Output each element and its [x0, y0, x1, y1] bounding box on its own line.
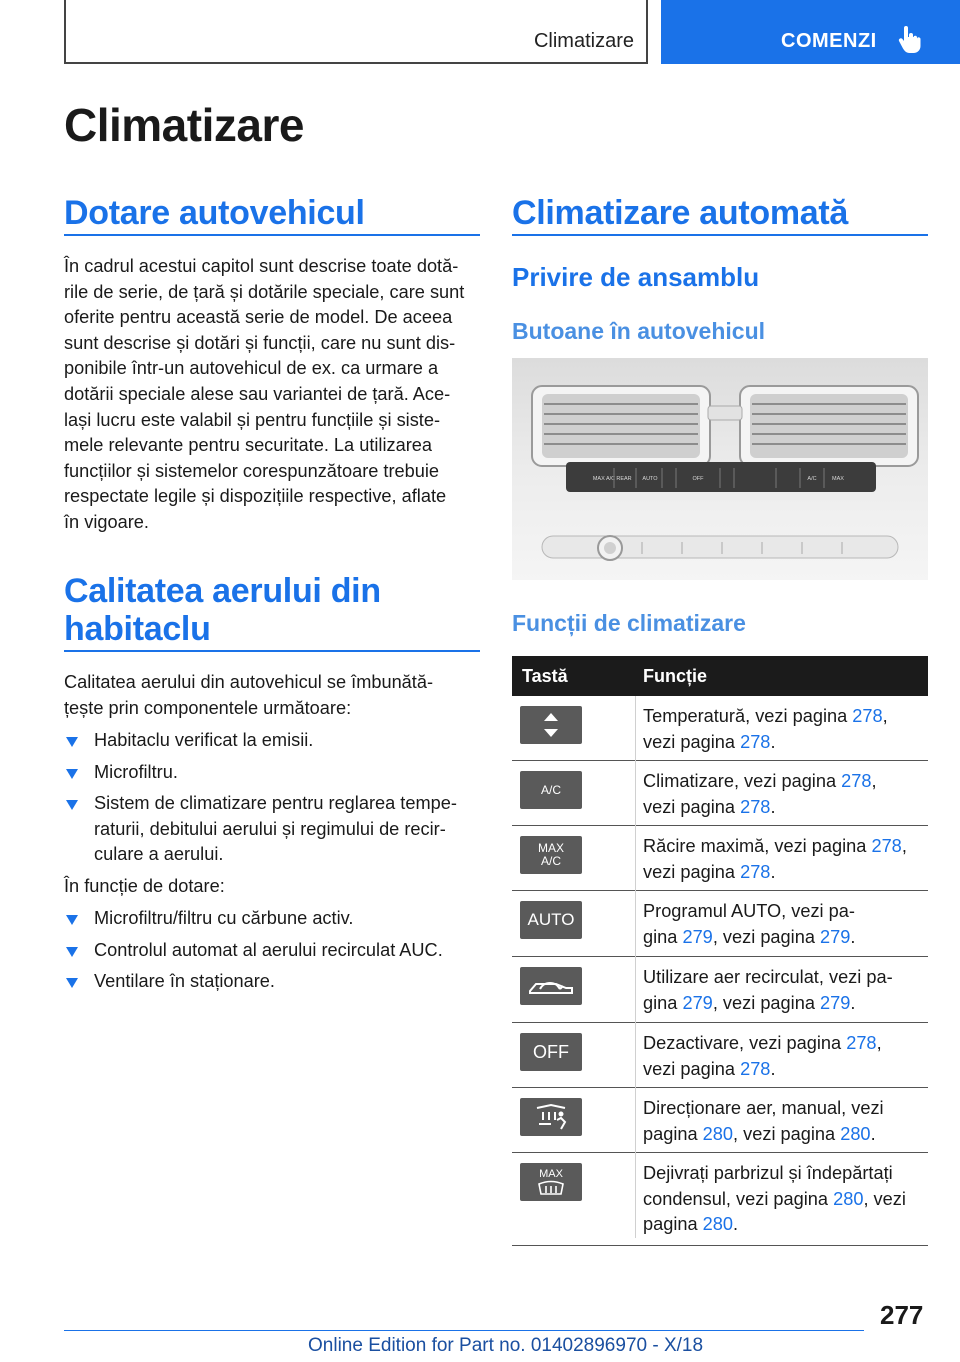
function-description: Programul AUTO, vezi pa- gina 279, vezi pagina 279.	[643, 901, 856, 947]
air-quality-intro: Calitatea aerului din autovehicul se îmbunătă- țește prin componentele următoare:	[64, 672, 434, 718]
page-link[interactable]: 278	[841, 771, 872, 791]
page-number: 277	[880, 1300, 924, 1330]
page-link[interactable]: 278	[740, 1058, 771, 1079]
table-row	[512, 957, 928, 1023]
list-item: Sistem de climatizare pentru reglarea tempe- raturii, debitului aerului și regimului de recir- culare a aerului.	[64, 791, 480, 868]
ac-icon: A/C	[520, 771, 582, 809]
bullet-triangle-icon	[66, 947, 78, 957]
off-icon: OFF	[520, 1033, 582, 1071]
table-column-divider	[635, 696, 636, 1238]
bullet-triangle-icon	[66, 737, 78, 747]
page-link[interactable]: 279	[682, 926, 713, 947]
svg-text:MAX A/C: MAX A/C	[592, 476, 616, 482]
air-quality-list	[64, 728, 480, 874]
temperature-arrows-icon	[520, 706, 582, 744]
svg-text:AUTO: AUTO	[642, 476, 658, 482]
table-row	[512, 1088, 928, 1153]
header-section-title: Climatizare	[533, 30, 634, 52]
option-intro: În funcție de dotare:	[64, 876, 225, 896]
col-header-function: Funcție	[643, 666, 708, 686]
functions-table	[512, 656, 928, 1246]
climate-panel-photo	[512, 358, 928, 580]
svg-text:REAR: REAR	[616, 476, 632, 482]
heading-privire-de-ansamblu: Privire de ansamblu	[512, 262, 760, 292]
page-link[interactable]: 278	[871, 836, 902, 856]
air-distribution-icon	[520, 1098, 582, 1136]
list-item: Microfiltru.	[64, 760, 480, 786]
table-row	[512, 1023, 928, 1088]
header-section	[64, 0, 648, 64]
option-list	[64, 906, 480, 1001]
page-link[interactable]: 278	[740, 796, 771, 817]
list-item: Controlul automat al aerului recirculat AUC.	[64, 938, 480, 964]
bullet-triangle-icon	[66, 978, 78, 988]
function-description: Climatizare, vezi pagina 278, vezi pagina 278.	[643, 771, 877, 817]
footer-divider	[64, 1330, 864, 1331]
page-link[interactable]: 279	[819, 992, 851, 1013]
table-header	[512, 656, 928, 696]
bullet-triangle-icon	[66, 769, 78, 779]
page-link[interactable]: 278	[740, 731, 771, 752]
page-link[interactable]: 279	[682, 992, 713, 1013]
recirculation-car-icon	[520, 967, 582, 1005]
page-title: Climatizare	[64, 99, 304, 151]
page-link[interactable]: 280	[702, 1214, 734, 1235]
page-link[interactable]: 279	[819, 926, 851, 947]
function-description: Temperatură, vezi pagina 278, vezi pagina 278.	[643, 706, 888, 752]
table-row	[512, 826, 928, 891]
svg-text:A/C: A/C	[807, 476, 817, 482]
function-description: Răcire maximă, vezi pagina 278, vezi pagina 278.	[643, 836, 907, 882]
auto-icon: AUTO	[520, 901, 582, 939]
col-header-key: Tastă	[522, 666, 568, 686]
table-row	[512, 891, 928, 957]
function-description: Direcționare aer, manual, vezi pagina 280, vezi pagina 280.	[643, 1098, 884, 1144]
function-description: Dezactivare, vezi pagina 278, vezi pagina 278.	[643, 1033, 882, 1079]
svg-text:MAX: MAX	[832, 476, 844, 482]
table-row	[512, 696, 928, 761]
function-description: Dejivrați parbrizul și îndepărtați condensul, vezi pagina 280, vezi pagina 280.	[643, 1163, 906, 1235]
page-link[interactable]: 278	[852, 706, 883, 726]
bullet-triangle-icon	[66, 915, 78, 925]
heading-butoane: Butoane în autovehicul	[512, 318, 766, 344]
pointing-hand-icon	[897, 26, 921, 54]
max-defrost-icon: MAX	[520, 1163, 582, 1201]
page-link[interactable]: 280	[840, 1123, 871, 1144]
header-tab-comenzi[interactable]	[661, 0, 960, 64]
function-description: Utilizare aer recirculat, vezi pa- gina 279, vezi pagina 279.	[643, 967, 893, 1013]
table-row	[512, 1153, 928, 1246]
heading-calitatea-aerului: Calitatea aerului din habitaclu	[64, 572, 480, 652]
heading-climatizare-automata: Climatizare automată	[512, 194, 928, 236]
table-row	[512, 761, 928, 826]
svg-text:OFF: OFF	[692, 476, 704, 482]
bullet-triangle-icon	[66, 800, 78, 810]
page-link[interactable]: 280	[702, 1123, 734, 1144]
page-link[interactable]: 278	[740, 861, 771, 882]
header-tab-label: COMENZI	[781, 30, 877, 52]
list-item: Microfiltru/filtru cu cărbune activ.	[64, 906, 480, 932]
heading-dotare-autovehicul: Dotare autovehicul	[64, 194, 480, 236]
page-link[interactable]: 278	[846, 1033, 877, 1053]
page-link[interactable]: 280	[833, 1188, 864, 1209]
list-item: Ventilare în staționare.	[64, 969, 480, 995]
heading-functii-climatizare: Funcții de climatizare	[512, 610, 746, 636]
equipment-paragraph: În cadrul acestui capitol sunt descrise toate dotă- rile de serie, de țară și dotările speciale, care sunt oferite pentru această serie de model. De aceea sunt descrise și dotări și funcții, care nu sunt dis- ponibile într-un autovehicul de ex. ca urmare a dotării speciale alese sau variantei de țară. Ace- lași lucru este valabil și pentru funcțiile și siste- mele relevante pentru securitate. La utilizarea funcțiilor și sistemelor corespunzătoare trebuie respectate legile și dispozițiile respective, aflate în vigoare.	[64, 256, 465, 532]
footer-edition: Online Edition for Part no. 01402896970 - X/18	[308, 1335, 704, 1356]
max-ac-icon: MAX A/C	[520, 836, 582, 874]
list-item: Habitaclu verificat la emisii.	[64, 728, 480, 754]
